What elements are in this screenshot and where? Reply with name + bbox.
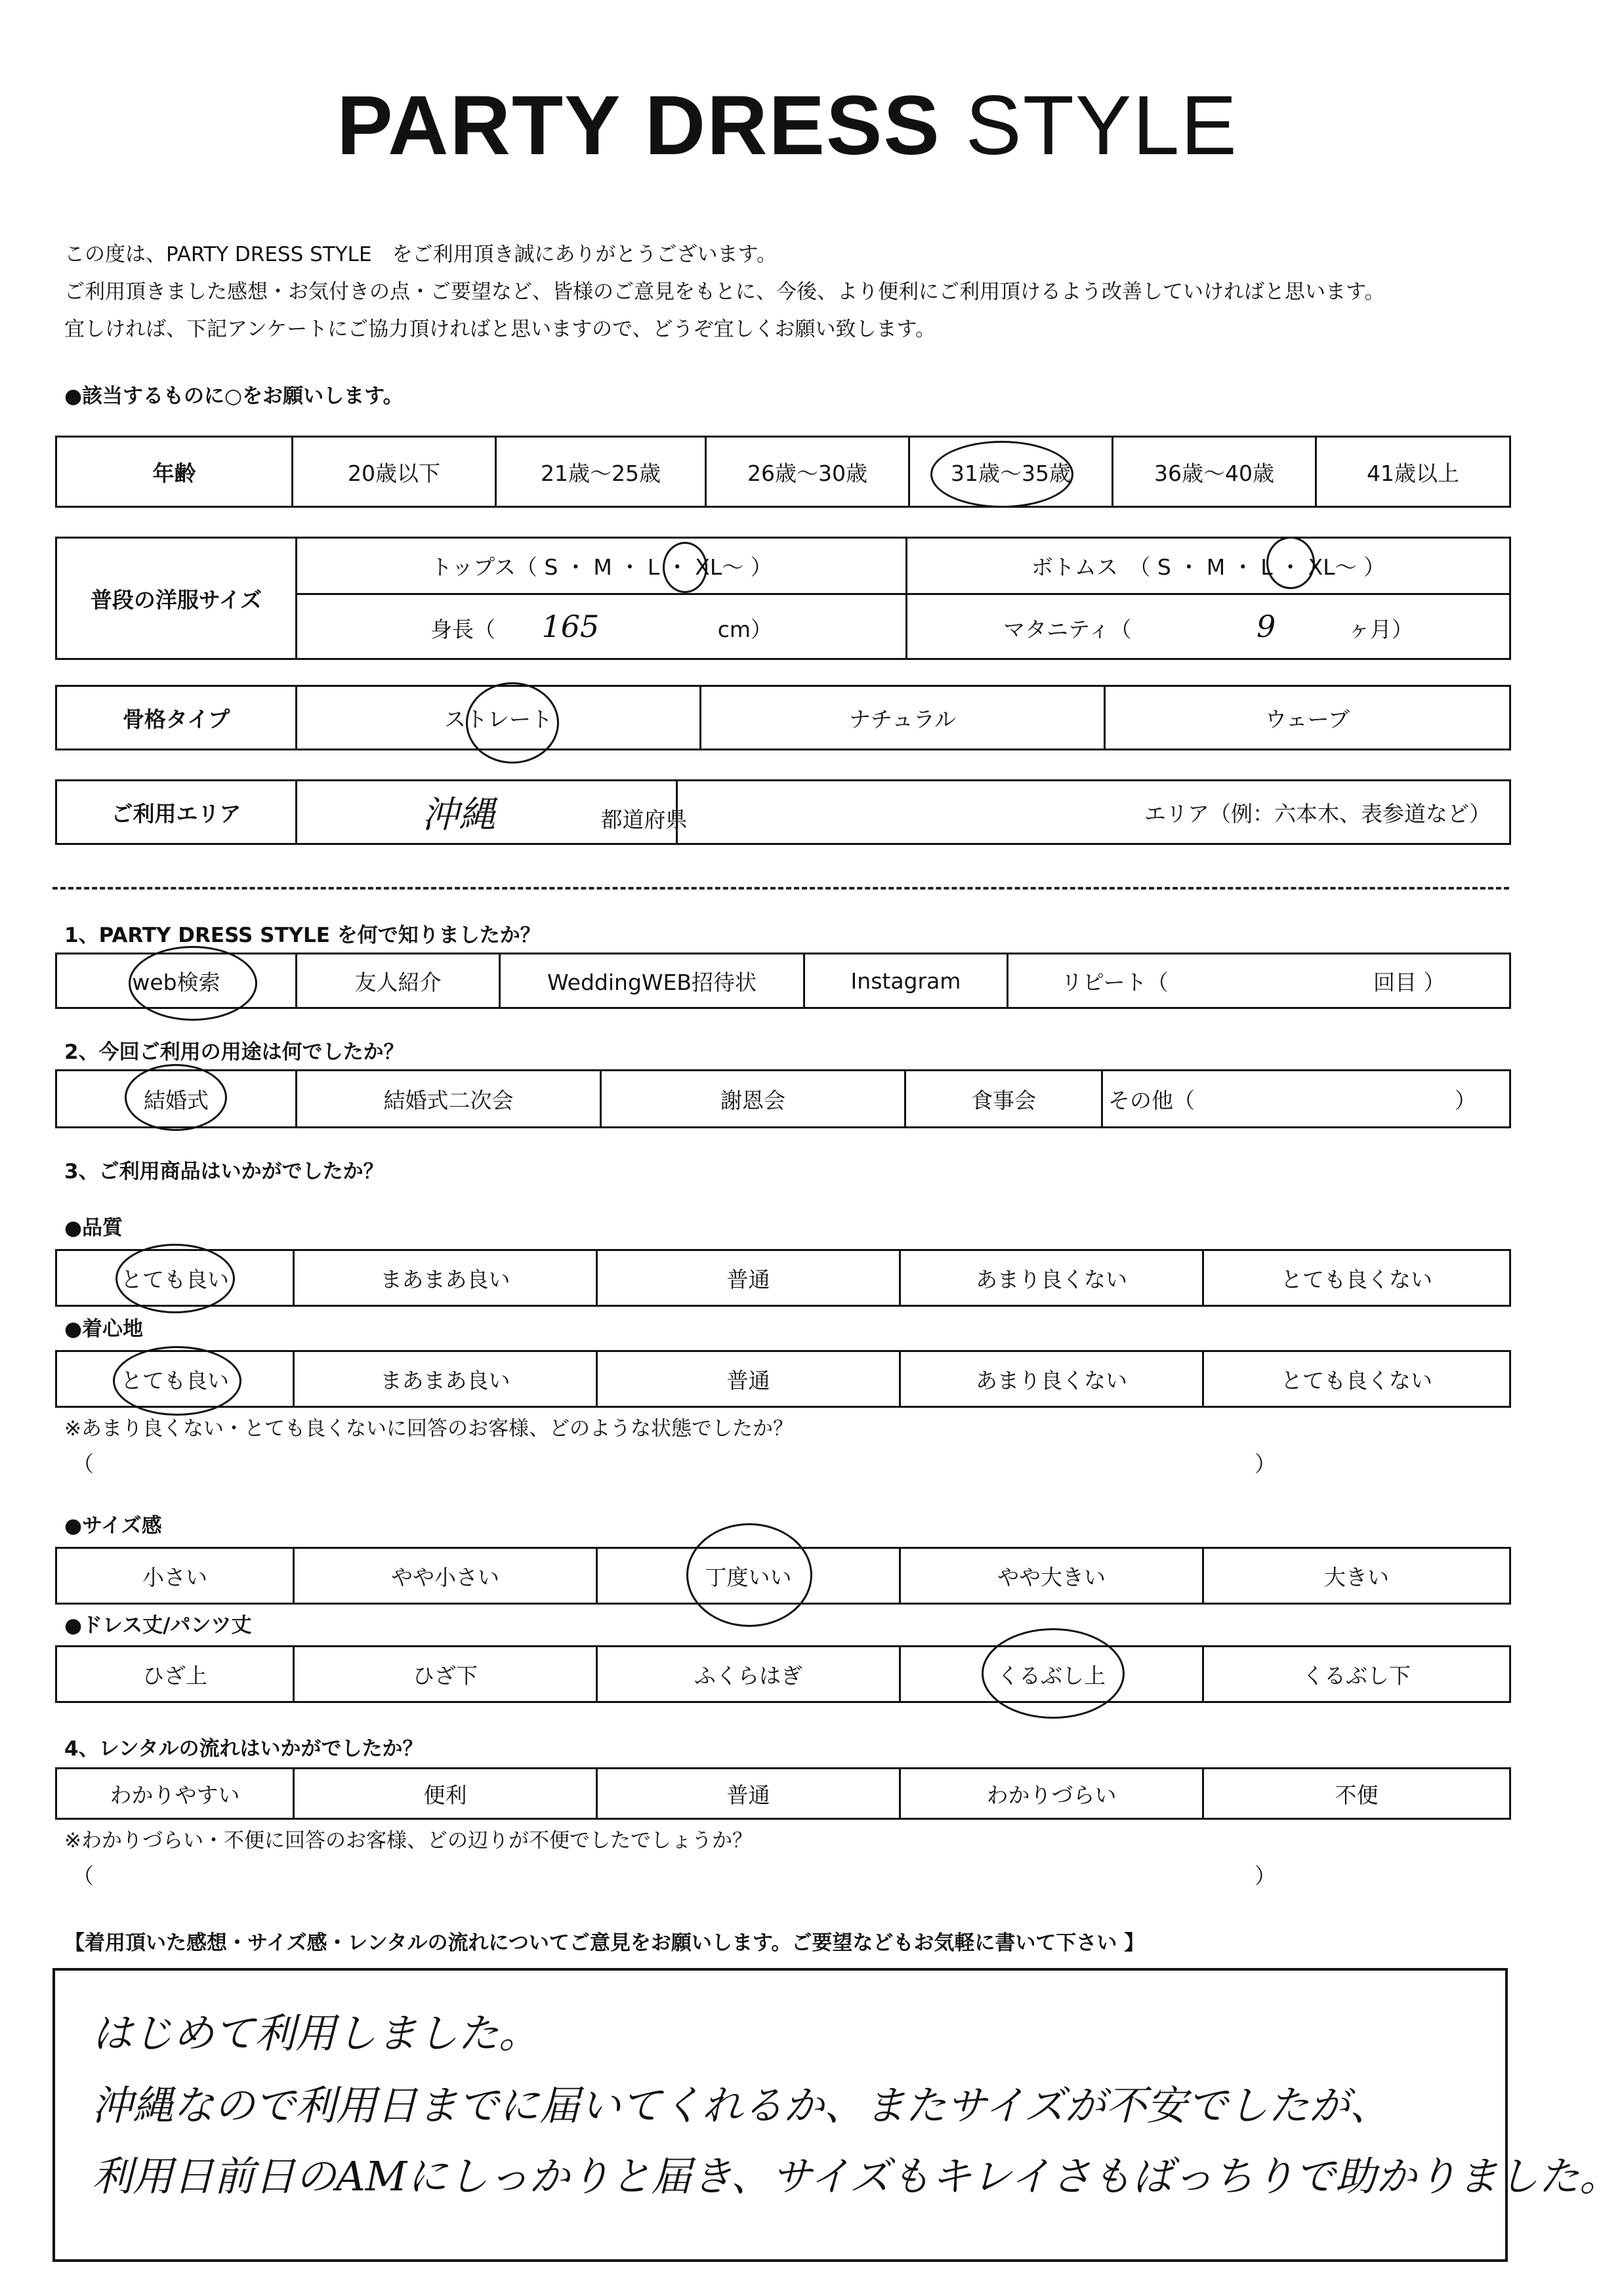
section-instruction: ●該当するものに○をお願いします。 (64, 384, 404, 408)
quality-label: ●品質 (64, 1216, 123, 1240)
q4-option[interactable]: 不便 (1203, 1769, 1510, 1819)
q1-repeat-count[interactable]: 回目 ） (1310, 954, 1510, 1008)
quality-option[interactable]: 普通 (597, 1250, 900, 1306)
q4-option-selected[interactable]: わかりやすい (56, 1769, 294, 1819)
size-label: 普段の洋服サイズ (56, 538, 297, 659)
prefecture-value: 沖縄 (422, 794, 495, 836)
age-option[interactable]: 21歳～25歳 (496, 437, 706, 507)
prefecture-label: 都道府県 (600, 807, 688, 832)
size-table (55, 537, 1511, 660)
size-feel-option-selected[interactable]: 丁度いい (597, 1548, 900, 1604)
q1-option-selected[interactable]: web検索 (56, 954, 297, 1008)
comfort-option-selected[interactable]: とても良い (56, 1351, 294, 1407)
length-option[interactable]: ひざ上 (56, 1647, 294, 1702)
intro-line-3: 宜しければ、下記アンケートにご協力頂ければと思いますので、どうぞ宜しくお願い致します。 (64, 318, 936, 341)
q4-option[interactable]: 便利 (294, 1769, 597, 1819)
length-label: ●ドレス丈/パンツ丈 (64, 1614, 252, 1637)
area-table (55, 779, 1511, 845)
length-table (55, 1645, 1511, 1703)
intro-line-2: ご利用頂きました感想・お気付きの点・ご要望など、皆様のご意見をもとに、今後、より便利にご利用頂けるよう改善していければと思います。 (64, 280, 1385, 304)
size-feel-table (55, 1547, 1511, 1605)
comfort-note: ※あまり良くない・とても良くないに回答のお客様、どのような状態でしたか？ (64, 1417, 793, 1441)
q2-option[interactable]: 結婚式二次会 (297, 1071, 601, 1128)
length-option[interactable]: ふくらはぎ (597, 1647, 900, 1702)
q2-other-close[interactable]: ） (1299, 1071, 1510, 1128)
quality-table (55, 1249, 1511, 1307)
frame-label: 骨格タイプ (56, 686, 297, 750)
size-feel-option[interactable]: 大きい (1203, 1548, 1510, 1604)
q1-option[interactable]: 友人紹介 (297, 954, 500, 1008)
q1-option[interactable]: Instagram (804, 954, 1008, 1008)
q1-heading: 1、PARTY DRESS STYLE を何で知りましたか？ (64, 924, 541, 947)
quality-option-selected[interactable]: とても良い (56, 1250, 294, 1306)
height-label: 身長（ (430, 617, 495, 643)
q2-option-selected[interactable]: 結婚式 (56, 1071, 297, 1128)
size-feel-label: ●サイズ感 (64, 1514, 162, 1538)
age-label: 年齢 (56, 437, 293, 507)
age-option[interactable]: 41歳以上 (1316, 437, 1510, 507)
q4-note: ※わかりづらい・不便に回答のお客様、どの辺りが不便でしたでしょうか？ (64, 1829, 753, 1853)
maternity-field[interactable] (907, 594, 1510, 659)
prefecture-field[interactable] (297, 781, 688, 844)
page-title (0, 77, 1575, 174)
feedback-line-3: 利用日前日のAMにしっかりと届き、サイズもキレイさもばっちりで助かりました。 (92, 2152, 1620, 2200)
frame-option[interactable]: ナチュラル (701, 686, 1105, 750)
age-option[interactable]: 20歳以下 (293, 437, 496, 507)
area-label: ご利用エリア (56, 781, 297, 844)
title-bold: PARTY DRESS (337, 79, 941, 173)
q3-heading: 3、ご利用商品はいかがでしたか？ (64, 1160, 384, 1183)
frame-option-selected[interactable]: ストレート (297, 686, 701, 750)
size-feel-option[interactable]: やや小さい (294, 1548, 597, 1604)
area-field[interactable] (677, 781, 1510, 844)
quality-option[interactable]: とても良くない (1203, 1250, 1510, 1306)
age-table (55, 436, 1511, 508)
size-feel-option[interactable]: やや大きい (900, 1548, 1203, 1604)
tops-size[interactable]: トップス（ S ・ M ・ L ・ XL～ ） (297, 538, 907, 594)
length-option[interactable]: ひざ下 (294, 1647, 597, 1702)
quality-option[interactable]: まあまあ良い (294, 1250, 597, 1306)
q2-option[interactable]: 謝恩会 (601, 1071, 905, 1128)
intro-line-1: この度は、PARTY DRESS STYLE をご利用頂き誠にありがとうございます。 (64, 243, 778, 266)
q4-paren-close: ） (1255, 1863, 1276, 1889)
q4-option[interactable]: わかりづらい (900, 1769, 1203, 1819)
quality-option[interactable]: あまり良くない (900, 1250, 1203, 1306)
frame-option[interactable]: ウェーブ (1105, 686, 1510, 750)
q4-heading: 4、レンタルの流れはいかがでしたか？ (64, 1737, 423, 1761)
maternity-unit: ヶ月） (1348, 617, 1413, 643)
bottoms-size[interactable]: ボトムス （ S ・ M ・ L ・ XL～ ） (907, 538, 1510, 594)
age-option-selected[interactable]: 31歳～35歳 (909, 437, 1113, 507)
q2-heading: 2、今回ご利用の用途は何でしたか？ (64, 1040, 404, 1064)
age-option[interactable]: 36歳～40歳 (1113, 437, 1316, 507)
q1-table (55, 953, 1511, 1009)
comfort-paren-close: ） (1255, 1451, 1276, 1477)
comfort-option[interactable]: まあまあ良い (294, 1351, 597, 1407)
q2-option[interactable]: 食事会 (905, 1071, 1102, 1128)
height-value: 165 (541, 609, 600, 645)
feedback-line-1: はじめて利用しました。 (92, 2009, 540, 2057)
comfort-option[interactable]: あまり良くない (900, 1351, 1203, 1407)
height-field[interactable] (297, 594, 907, 659)
comfort-label: ●着心地 (64, 1317, 144, 1341)
frame-table (55, 685, 1511, 750)
comfort-option[interactable]: とても良くない (1203, 1351, 1510, 1407)
q2-table (55, 1069, 1511, 1128)
q4-paren-open: （ (72, 1863, 94, 1889)
height-unit: cm） (717, 617, 773, 643)
feedback-line-2: 沖縄なので利用日までに届いてくれるか、またサイズが不安でしたが、 (92, 2081, 1391, 2129)
q1-option-repeat[interactable]: リピート（ (1008, 954, 1310, 1008)
length-option[interactable]: くるぶし下 (1203, 1647, 1510, 1702)
maternity-label: マタニティ（ (1003, 617, 1132, 643)
q2-option-other[interactable]: その他（ (1102, 1071, 1299, 1128)
age-option[interactable]: 26歳～30歳 (706, 437, 909, 507)
length-option-selected[interactable]: くるぶし上 (900, 1647, 1203, 1702)
comfort-table (55, 1350, 1511, 1408)
q4-table (55, 1767, 1511, 1820)
title-light: STYLE (965, 79, 1238, 173)
comfort-paren-open: （ (72, 1451, 94, 1477)
intro-text (64, 236, 1385, 348)
q4-option[interactable]: 普通 (597, 1769, 900, 1819)
area-example: エリア（例：六本木、表参道など） (1144, 800, 1491, 827)
maternity-value: 9 (1257, 609, 1276, 645)
size-feel-option[interactable]: 小さい (56, 1548, 294, 1604)
q1-option[interactable]: WeddingWEB招待状 (500, 954, 804, 1008)
feedback-heading: 【着用頂いた感想・サイズ感・レンタルの流れについてご意見をお願いします。ご要望などもお気軽に書いて下さい 】 (64, 1931, 1145, 1955)
section-divider (52, 887, 1509, 890)
comfort-option[interactable]: 普通 (597, 1351, 900, 1407)
